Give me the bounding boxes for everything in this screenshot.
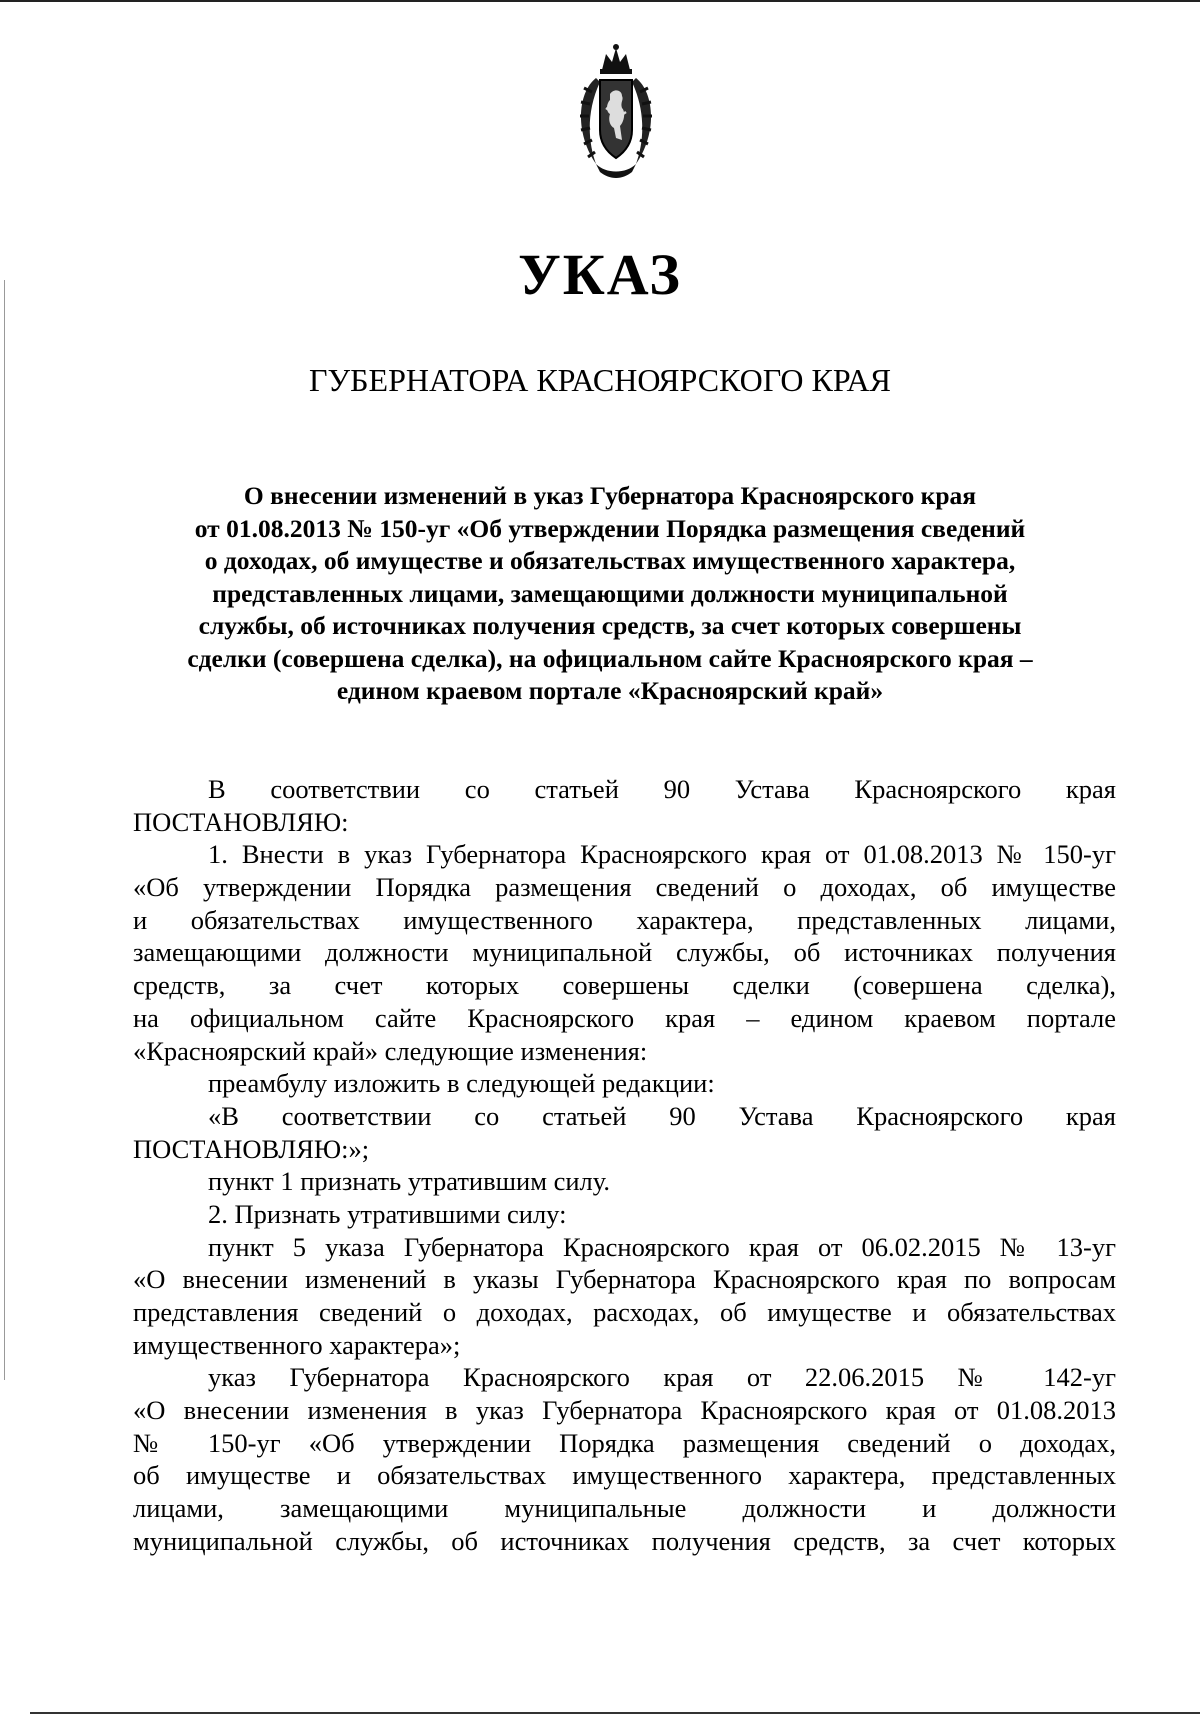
document-subtitle: ГУБЕРНАТОРА КРАСНОЯРСКОГО КРАЯ [309, 362, 891, 398]
body-line: лицами, замещающими муниципальные должности и должности [133, 1493, 1116, 1524]
body-line: средств, за счет которых совершены сделки (совершена сделка), [133, 970, 1116, 1001]
scan-edge-left [4, 280, 5, 1380]
body-line: «Красноярский край» следующие изменения: [133, 1035, 648, 1066]
body-line: 1. Внести в указ Губернатора Красноярского края от 01.08.2013 № 150-уг [208, 839, 1116, 870]
document-title: УКАЗ [518, 242, 682, 307]
body-line: указ Губернатора Красноярского края от 22.06.2015 № 142-уг [208, 1362, 1116, 1393]
document-body [133, 773, 1116, 1558]
heading-line: сделки (совершена сделка), на официальном сайте Красноярского края – [187, 643, 1033, 673]
heading-line: представленных лицами, замещающими должности муниципальной [212, 578, 1008, 608]
scan-edge-top [0, 0, 1200, 2]
body-line: пункт 5 указа Губернатора Красноярского края от 06.02.2015 № 13-уг [208, 1231, 1116, 1262]
body-line: № 150-уг «Об утверждении Порядка размещения сведений о доходах, [133, 1427, 1116, 1458]
body-line: преамбулу изложить в следующей редакции: [208, 1068, 715, 1099]
body-line: пункт 1 признать утратившим силу. [208, 1166, 610, 1197]
heading-line: службы, об источниках получения средств, за счет которых совершены [198, 611, 1022, 640]
scan-edge-bottom [30, 1712, 1200, 1714]
body-line: муниципальной службы, об источниках получения средств, за счет которых [133, 1525, 1116, 1556]
body-line: об имуществе и обязательствах имущественного характера, представленных [133, 1460, 1116, 1491]
body-line: «О внесении изменения в указ Губернатора Красноярского края от 01.08.2013 [133, 1395, 1116, 1426]
body-line: на официальном сайте Красноярского края – едином краевом портале [133, 1002, 1116, 1033]
heading-line: едином краевом портале «Красноярский край» [336, 676, 884, 705]
heading-line: О внесении изменений в указ Губернатора Красноярского края [243, 481, 977, 510]
body-line: ПОСТАНОВЛЯЮ:»; [133, 1133, 370, 1164]
body-line: 2. Признать утратившими силу: [208, 1198, 567, 1229]
document-heading [120, 480, 1100, 708]
body-line: «В соответствии со статьей 90 Устава Красноярского края [208, 1100, 1116, 1131]
heading-line: о доходах, об имуществе и обязательствах имущественного характера, [204, 546, 1016, 575]
body-line: В соответствии со статьей 90 Устава Красноярского края [208, 774, 1116, 804]
body-line: «О внесении изменений в указы Губернатора Красноярского края по вопросам [133, 1264, 1116, 1295]
body-line: ПОСТАНОВЛЯЮ: [133, 806, 349, 837]
body-line: имущественного характера»; [133, 1329, 461, 1360]
body-line: «Об утверждении Порядка размещения сведений о доходах, об имуществе [133, 872, 1116, 903]
body-line: замещающими должности муниципальной службы, об источниках получения [133, 937, 1116, 968]
body-line: и обязательствах имущественного характера, представленных лицами, [133, 904, 1116, 935]
heading-line: от 01.08.2013 № 150-уг «Об утверждении Порядка размещения сведений [194, 513, 1026, 543]
coat-of-arms-icon [566, 42, 666, 182]
body-line: представления сведений о доходах, расходах, об имуществе и обязательствах [133, 1297, 1116, 1327]
